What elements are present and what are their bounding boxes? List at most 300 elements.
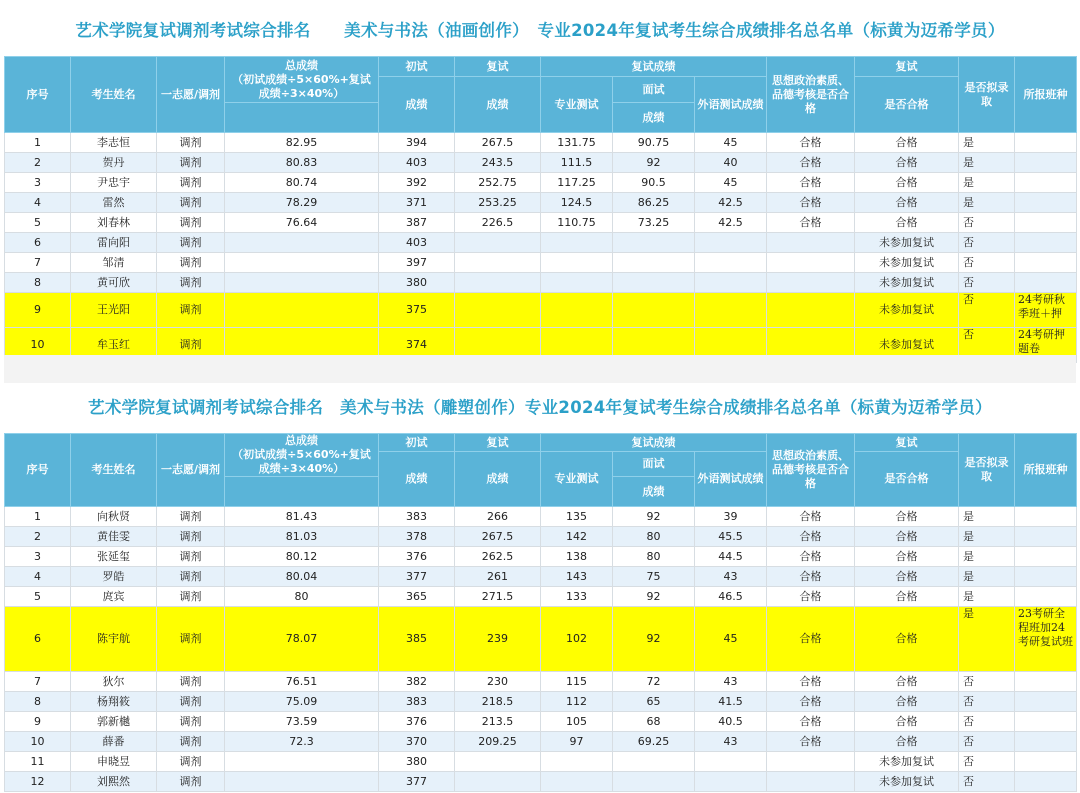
choice-cell: 调剂 (157, 547, 225, 567)
interview-cell (613, 253, 695, 273)
foreign-test-cell: 39 (695, 507, 767, 527)
initial-score-cell: 382 (379, 672, 455, 692)
interview-cell: 92 (613, 153, 695, 173)
interview-cell: 90.75 (613, 133, 695, 153)
politics-cell: 合格 (767, 712, 855, 732)
choice-cell: 调剂 (157, 587, 225, 607)
admit-cell: 否 (959, 772, 1015, 792)
seq-cell: 9 (5, 712, 71, 732)
retest-pass-cell: 合格 (855, 607, 959, 672)
header-retest-pass: 复试 (855, 57, 959, 77)
total-score-cell: 81.03 (225, 527, 379, 547)
interview-cell: 92 (613, 587, 695, 607)
foreign-test-cell (695, 273, 767, 293)
choice-cell: 调剂 (157, 527, 225, 547)
seq-cell: 3 (5, 173, 71, 193)
ranking-section-oil-painting (4, 6, 1076, 363)
choice-cell: 调剂 (157, 692, 225, 712)
initial-score-cell: 370 (379, 732, 455, 752)
name-cell: 罗皓 (71, 567, 157, 587)
interview-cell: 65 (613, 692, 695, 712)
seq-cell: 12 (5, 772, 71, 792)
total-score-cell (225, 772, 379, 792)
initial-score-cell: 387 (379, 213, 455, 233)
header-foreign: 外语测试成绩 (695, 452, 767, 507)
header-choice: 一志愿/调剂 (157, 434, 225, 507)
name-cell: 邹清 (71, 253, 157, 273)
seq-cell: 6 (5, 233, 71, 253)
interview-cell (613, 772, 695, 792)
admit-cell: 否 (959, 712, 1015, 732)
retest-pass-cell: 未参加复试 (855, 233, 959, 253)
choice-cell: 调剂 (157, 153, 225, 173)
admit-cell: 是 (959, 507, 1015, 527)
retest-pass-cell: 合格 (855, 587, 959, 607)
politics-cell: 合格 (767, 527, 855, 547)
major-test-cell: 131.75 (541, 133, 613, 153)
admit-cell: 是 (959, 587, 1015, 607)
initial-score-cell: 385 (379, 607, 455, 672)
foreign-test-cell: 46.5 (695, 587, 767, 607)
seq-cell: 5 (5, 213, 71, 233)
retest-pass-cell: 未参加复试 (855, 328, 959, 363)
choice-cell: 调剂 (157, 253, 225, 273)
class-cell (1015, 233, 1077, 253)
header-retest: 复试 (455, 434, 541, 452)
total-score-cell: 78.07 (225, 607, 379, 672)
initial-score-cell: 365 (379, 587, 455, 607)
seq-cell: 7 (5, 672, 71, 692)
table-row (5, 193, 1077, 213)
initial-score-cell: 394 (379, 133, 455, 153)
interview-cell: 86.25 (613, 193, 695, 213)
section-title: 艺术学院复试调剂考试综合排名 美术与书法（油画创作） 专业2024年复试考生综合成绩排名总名单（标黄为迈希学员） (75, 21, 1005, 40)
name-cell: 庹宾 (71, 587, 157, 607)
retest-score-cell: 213.5 (455, 712, 541, 732)
class-cell (1015, 672, 1077, 692)
table-row (5, 772, 1077, 792)
retest-pass-cell: 合格 (855, 193, 959, 213)
retest-score-cell: 226.5 (455, 213, 541, 233)
section-title: 艺术学院复试调剂考试综合排名 美术与书法（雕塑创作）专业2024年复试考生综合成绩排名总名单（标黄为迈希学员） (88, 398, 992, 417)
class-cell: 23考研全程班加24考研复试班 (1015, 607, 1077, 672)
choice-cell: 调剂 (157, 173, 225, 193)
major-test-cell (541, 772, 613, 792)
politics-cell: 合格 (767, 567, 855, 587)
admit-cell: 否 (959, 293, 1015, 328)
retest-score-cell (455, 233, 541, 253)
seq-cell: 4 (5, 567, 71, 587)
choice-cell: 调剂 (157, 672, 225, 692)
seq-cell: 11 (5, 752, 71, 772)
politics-cell: 合格 (767, 213, 855, 233)
initial-score-cell: 380 (379, 273, 455, 293)
total-score-cell: 81.43 (225, 507, 379, 527)
foreign-test-cell: 45.5 (695, 527, 767, 547)
major-test-cell (541, 273, 613, 293)
politics-cell (767, 293, 855, 328)
class-cell (1015, 587, 1077, 607)
politics-cell (767, 752, 855, 772)
table-row (5, 233, 1077, 253)
class-cell (1015, 547, 1077, 567)
seq-cell: 10 (5, 328, 71, 363)
initial-score-cell: 380 (379, 752, 455, 772)
header-interview: 面试 (613, 452, 695, 477)
class-cell (1015, 253, 1077, 273)
interview-cell (613, 752, 695, 772)
seq-cell: 2 (5, 153, 71, 173)
retest-score-cell: 267.5 (455, 133, 541, 153)
interview-cell (613, 233, 695, 253)
interview-cell: 69.25 (613, 732, 695, 752)
header-initial: 初试 (379, 434, 455, 452)
header-seq: 序号 (5, 57, 71, 133)
header-initial: 初试 (379, 57, 455, 77)
name-cell: 申晓昱 (71, 752, 157, 772)
table-row (5, 752, 1077, 772)
politics-cell (767, 273, 855, 293)
retest-pass-cell: 未参加复试 (855, 293, 959, 328)
name-cell: 薛番 (71, 732, 157, 752)
choice-cell: 调剂 (157, 213, 225, 233)
header-initial-sub: 成绩 (379, 452, 455, 507)
choice-cell: 调剂 (157, 732, 225, 752)
seq-cell: 9 (5, 293, 71, 328)
header-interview-sub: 成绩 (613, 103, 695, 133)
admit-cell: 是 (959, 567, 1015, 587)
class-cell: 24考研押题卷 (1015, 328, 1077, 363)
major-test-cell: 117.25 (541, 173, 613, 193)
total-score-cell: 76.64 (225, 213, 379, 233)
header-admit: 是否拟录取 (959, 434, 1015, 507)
foreign-test-cell: 45 (695, 173, 767, 193)
retest-score-cell: 266 (455, 507, 541, 527)
total-score-cell: 80.83 (225, 153, 379, 173)
interview-cell (613, 293, 695, 328)
major-test-cell (541, 233, 613, 253)
class-cell (1015, 133, 1077, 153)
choice-cell: 调剂 (157, 507, 225, 527)
total-score-cell: 80.74 (225, 173, 379, 193)
admit-cell: 是 (959, 133, 1015, 153)
initial-score-cell: 397 (379, 253, 455, 273)
retest-pass-cell: 合格 (855, 173, 959, 193)
table-row (5, 213, 1077, 233)
major-test-cell: 105 (541, 712, 613, 732)
choice-cell: 调剂 (157, 328, 225, 363)
table-row (5, 273, 1077, 293)
header-retest-group: 复试成绩 (541, 57, 767, 77)
seq-cell: 1 (5, 133, 71, 153)
class-cell (1015, 507, 1077, 527)
name-cell: 刘春林 (71, 213, 157, 233)
name-cell: 黄佳雯 (71, 527, 157, 547)
class-cell (1015, 692, 1077, 712)
initial-score-cell: 375 (379, 293, 455, 328)
retest-score-cell: 252.75 (455, 173, 541, 193)
header-politics: 思想政治素质、品德考核是否合格 (767, 434, 855, 507)
name-cell: 雷然 (71, 193, 157, 213)
retest-score-cell: 239 (455, 607, 541, 672)
choice-cell: 调剂 (157, 712, 225, 732)
seq-cell: 7 (5, 253, 71, 273)
retest-score-cell (455, 752, 541, 772)
politics-cell: 合格 (767, 672, 855, 692)
admit-cell: 否 (959, 732, 1015, 752)
table-row (5, 732, 1077, 752)
interview-cell: 92 (613, 507, 695, 527)
header-total-spacer (225, 477, 379, 507)
total-score-cell (225, 752, 379, 772)
choice-cell: 调剂 (157, 567, 225, 587)
ranking-section-sculpture (4, 383, 1076, 792)
foreign-test-cell (695, 253, 767, 273)
choice-cell: 调剂 (157, 133, 225, 153)
choice-cell: 调剂 (157, 293, 225, 328)
total-score-cell: 80.04 (225, 567, 379, 587)
politics-cell: 合格 (767, 133, 855, 153)
politics-cell: 合格 (767, 547, 855, 567)
politics-cell: 合格 (767, 153, 855, 173)
retest-pass-cell: 合格 (855, 712, 959, 732)
table-row (5, 133, 1077, 153)
foreign-test-cell: 40 (695, 153, 767, 173)
total-score-cell: 75.09 (225, 692, 379, 712)
seq-cell: 6 (5, 607, 71, 672)
retest-score-cell (455, 273, 541, 293)
header-total: 总成绩 （初试成绩÷5×60%+复试成绩÷3×40%） (225, 434, 379, 477)
name-cell: 刘熙然 (71, 772, 157, 792)
header-name: 考生姓名 (71, 57, 157, 133)
major-test-cell: 112 (541, 692, 613, 712)
table-row (5, 587, 1077, 607)
interview-cell: 92 (613, 607, 695, 672)
table-row-highlighted (5, 293, 1077, 328)
retest-score-cell (455, 293, 541, 328)
retest-pass-cell: 合格 (855, 692, 959, 712)
retest-pass-cell: 合格 (855, 153, 959, 173)
retest-score-cell: 253.25 (455, 193, 541, 213)
table-row (5, 507, 1077, 527)
retest-pass-cell: 未参加复试 (855, 772, 959, 792)
admit-cell: 是 (959, 153, 1015, 173)
class-cell (1015, 732, 1077, 752)
choice-cell: 调剂 (157, 607, 225, 672)
foreign-test-cell: 43 (695, 672, 767, 692)
interview-cell: 75 (613, 567, 695, 587)
major-test-cell: 135 (541, 507, 613, 527)
retest-score-cell: 262.5 (455, 547, 541, 567)
initial-score-cell: 403 (379, 153, 455, 173)
major-test-cell: 115 (541, 672, 613, 692)
total-score-cell (225, 233, 379, 253)
header-major-test: 专业测试 (541, 452, 613, 507)
table-header (5, 434, 1077, 507)
header-retest: 复试 (455, 57, 541, 77)
seq-cell: 1 (5, 507, 71, 527)
politics-cell: 合格 (767, 732, 855, 752)
politics-cell (767, 253, 855, 273)
retest-pass-cell: 合格 (855, 213, 959, 233)
class-cell (1015, 153, 1077, 173)
initial-score-cell: 403 (379, 233, 455, 253)
table-row (5, 527, 1077, 547)
class-cell: 24考研秋季班＋押 (1015, 293, 1077, 328)
class-cell (1015, 712, 1077, 732)
major-test-cell: 138 (541, 547, 613, 567)
header-total-spacer (225, 103, 379, 133)
initial-score-cell: 376 (379, 712, 455, 732)
politics-cell: 合格 (767, 193, 855, 213)
header-retest-group: 复试成绩 (541, 434, 767, 452)
class-cell (1015, 527, 1077, 547)
total-score-cell: 73.59 (225, 712, 379, 732)
name-cell: 贺丹 (71, 153, 157, 173)
table-row (5, 253, 1077, 273)
politics-cell (767, 772, 855, 792)
interview-cell: 80 (613, 547, 695, 567)
interview-cell: 80 (613, 527, 695, 547)
foreign-test-cell (695, 772, 767, 792)
interview-cell: 72 (613, 672, 695, 692)
major-test-cell: 124.5 (541, 193, 613, 213)
major-test-cell: 102 (541, 607, 613, 672)
seq-cell: 4 (5, 193, 71, 213)
retest-pass-cell: 未参加复试 (855, 752, 959, 772)
retest-pass-cell: 合格 (855, 527, 959, 547)
admit-cell: 否 (959, 692, 1015, 712)
header-total: 总成绩 （初试成绩÷5×60%+复试成绩÷3×40%） (225, 57, 379, 103)
foreign-test-cell: 44.5 (695, 547, 767, 567)
retest-score-cell (455, 253, 541, 273)
header-class: 所报班种 (1015, 434, 1077, 507)
major-test-cell (541, 253, 613, 273)
header-retest-pass-sub: 是否合格 (855, 452, 959, 507)
retest-pass-cell: 合格 (855, 507, 959, 527)
header-retest-pass: 复试 (855, 434, 959, 452)
retest-pass-cell: 合格 (855, 567, 959, 587)
interview-cell (613, 273, 695, 293)
retest-pass-cell: 合格 (855, 672, 959, 692)
class-cell (1015, 273, 1077, 293)
foreign-test-cell (695, 233, 767, 253)
table-row (5, 547, 1077, 567)
admit-cell: 是 (959, 607, 1015, 672)
choice-cell: 调剂 (157, 233, 225, 253)
admit-cell: 否 (959, 328, 1015, 363)
retest-pass-cell: 未参加复试 (855, 253, 959, 273)
initial-score-cell: 378 (379, 527, 455, 547)
retest-score-cell: 267.5 (455, 527, 541, 547)
major-test-cell: 110.75 (541, 213, 613, 233)
total-score-cell: 76.51 (225, 672, 379, 692)
total-score-cell: 80 (225, 587, 379, 607)
header-class: 所报班种 (1015, 57, 1077, 133)
seq-cell: 8 (5, 273, 71, 293)
name-cell: 尹忠宇 (71, 173, 157, 193)
seq-cell: 3 (5, 547, 71, 567)
interview-cell: 90.5 (613, 173, 695, 193)
header-seq: 序号 (5, 434, 71, 507)
major-test-cell: 133 (541, 587, 613, 607)
retest-score-cell: 261 (455, 567, 541, 587)
retest-pass-cell: 合格 (855, 547, 959, 567)
seq-cell: 5 (5, 587, 71, 607)
total-score-cell: 72.3 (225, 732, 379, 752)
retest-pass-cell: 合格 (855, 133, 959, 153)
class-cell (1015, 752, 1077, 772)
politics-cell: 合格 (767, 607, 855, 672)
header-foreign: 外语测试成绩 (695, 77, 767, 133)
interview-cell: 68 (613, 712, 695, 732)
admit-cell: 是 (959, 547, 1015, 567)
header-interview: 面试 (613, 77, 695, 103)
major-test-cell: 97 (541, 732, 613, 752)
admit-cell: 是 (959, 173, 1015, 193)
seq-cell: 8 (5, 692, 71, 712)
section-divider (4, 355, 1076, 383)
admit-cell: 否 (959, 213, 1015, 233)
table-row (5, 712, 1077, 732)
header-initial-sub: 成绩 (379, 77, 455, 133)
retest-score-cell: 243.5 (455, 153, 541, 173)
class-cell (1015, 772, 1077, 792)
admit-cell: 是 (959, 527, 1015, 547)
retest-score-cell: 230 (455, 672, 541, 692)
retest-score-cell: 271.5 (455, 587, 541, 607)
politics-cell: 合格 (767, 692, 855, 712)
total-score-cell: 80.12 (225, 547, 379, 567)
interview-cell: 73.25 (613, 213, 695, 233)
retest-pass-cell: 合格 (855, 732, 959, 752)
major-test-cell: 111.5 (541, 153, 613, 173)
choice-cell: 调剂 (157, 752, 225, 772)
table-row-highlighted (5, 607, 1077, 672)
choice-cell: 调剂 (157, 273, 225, 293)
politics-cell (767, 233, 855, 253)
header-major-test: 专业测试 (541, 77, 613, 133)
name-cell: 郭新樾 (71, 712, 157, 732)
admit-cell: 否 (959, 752, 1015, 772)
retest-pass-cell: 未参加复试 (855, 273, 959, 293)
admit-cell: 否 (959, 233, 1015, 253)
retest-score-cell: 218.5 (455, 692, 541, 712)
major-test-cell: 142 (541, 527, 613, 547)
initial-score-cell: 377 (379, 567, 455, 587)
seq-cell: 2 (5, 527, 71, 547)
initial-score-cell: 392 (379, 173, 455, 193)
header-choice: 一志愿/调剂 (157, 57, 225, 133)
foreign-test-cell (695, 293, 767, 328)
admit-cell: 是 (959, 193, 1015, 213)
name-cell: 陈宇航 (71, 607, 157, 672)
seq-cell: 10 (5, 732, 71, 752)
admit-cell: 否 (959, 253, 1015, 273)
header-retest-sub: 成绩 (455, 77, 541, 133)
table-row (5, 692, 1077, 712)
foreign-test-cell: 45 (695, 607, 767, 672)
ranking-table (4, 433, 1077, 792)
choice-cell: 调剂 (157, 193, 225, 213)
major-test-cell (541, 752, 613, 772)
header-admit: 是否拟录取 (959, 57, 1015, 133)
class-cell (1015, 193, 1077, 213)
name-cell: 牟玉红 (71, 328, 157, 363)
header-interview-sub: 成绩 (613, 477, 695, 507)
politics-cell: 合格 (767, 587, 855, 607)
name-cell: 杨翔筱 (71, 692, 157, 712)
